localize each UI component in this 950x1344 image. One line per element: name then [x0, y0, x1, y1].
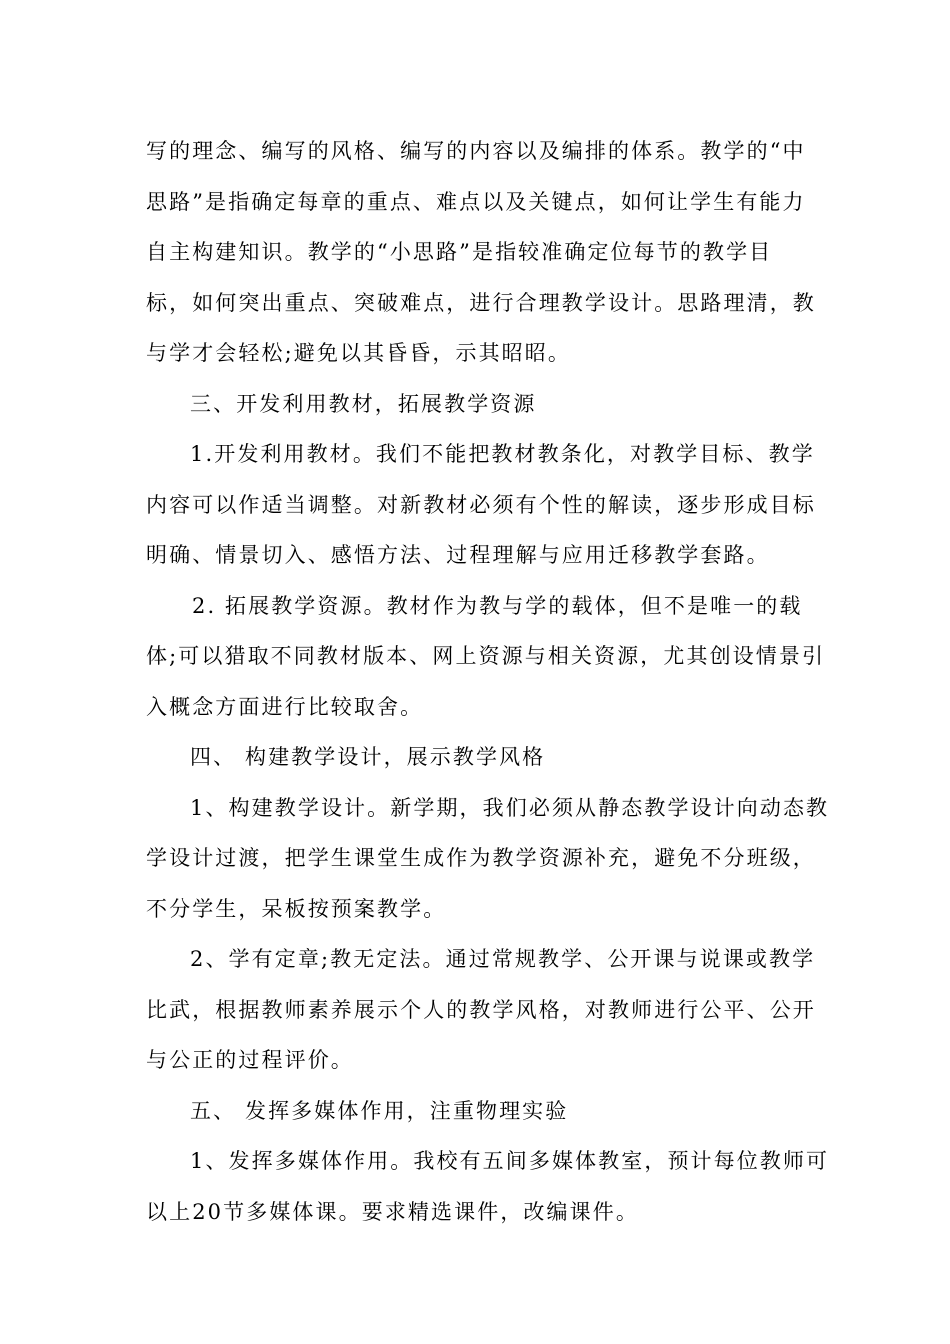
text-line: 与公正的过程评价。 [146, 1048, 354, 1072]
paragraph-start: 1.开发利用教材。我们不能把教材教条化，对教学目标、教学 [190, 442, 815, 466]
text-line: 写的理念、编写的风格、编写的内容以及编排的体系。教学的“中 [146, 139, 806, 163]
text-line: 入概念方面进行比较取舍。 [146, 694, 424, 719]
section-heading: 五、 发挥多媒体作用，注重物理实验 [190, 1098, 569, 1123]
text-line: 学设计过渡，把学生课堂生成作为教学资源补充，避免不分班级， [146, 846, 816, 870]
section-heading: 四、 构建教学设计，展示教学风格 [190, 745, 546, 769]
text-line: 体;可以猎取不同教材版本、网上资源与相关资源，尤其创设情景引 [146, 644, 826, 668]
paragraph-start: 2、学有定章;教无定法。通过常规教学、公开课与说课或教学 [190, 947, 816, 971]
paragraph-start: 1、构建教学设计。新学期，我们必须从静态教学设计向动态教 [190, 795, 830, 820]
section-heading: 三、开发利用教材，拓展教学资源 [190, 391, 537, 416]
paragraph-start: 2. 拓展教学资源。教材作为教与学的载体，但不是唯一的载 [192, 593, 803, 618]
text-line: 不分学生，呆板按预案教学。 [146, 896, 447, 921]
text-line: 内容可以作适当调整。对新教材必须有个性的解读，逐步形成目标 [146, 492, 816, 517]
text-line: 以上20节多媒体课。要求精选课件，改编课件。 [146, 1199, 639, 1224]
document-body [146, 126, 830, 1237]
text-line: 自主构建知识。教学的“小思路”是指较准确定位每节的教学目 [146, 240, 773, 264]
text-line: 与学才会轻松;避免以其昏昏，示其昭昭。 [146, 341, 571, 365]
paragraph-start: 1、发挥多媒体作用。我校有五间多媒体教室，预计每位教师可 [190, 1149, 830, 1173]
text-line: 思路”是指确定每章的重点、难点以及关键点，如何让学生有能力 [146, 189, 806, 214]
text-line: 标，如何突出重点、突破难点，进行合理教学设计。思路理清，教 [146, 290, 816, 315]
text-line: 比武，根据教师素养展示个人的教学风格，对教师进行公平、公开 [146, 997, 816, 1022]
text-line: 明确、情景切入、感悟方法、过程理解与应用迁移教学套路。 [146, 543, 770, 567]
